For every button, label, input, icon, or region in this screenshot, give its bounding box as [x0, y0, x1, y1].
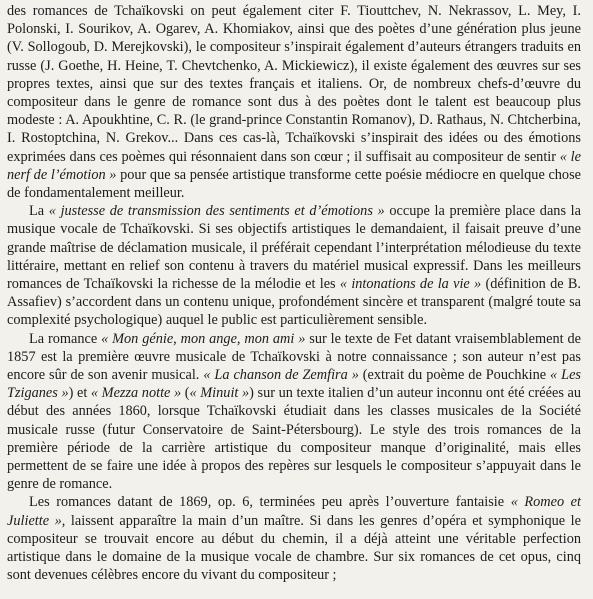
italic-quote: « La chanson de Zemfira » [203, 367, 359, 384]
italic-quote: « Minuit » [189, 385, 250, 402]
text-segment: sur le texte de Fet datant vraisemblablement de 1857 est la première œuvre musicale de Tchaïkovski à notre connaissance ; son auteur n’est pas encore sûr de son avenir musical. [7, 330, 581, 384]
italic-quote: « justesse de transmission des sentiments et d’émotions » [48, 203, 385, 220]
text-segment: ( [181, 385, 190, 402]
text-segment: , laissent apparaître la main d’un maître. Si dans les genres d’opéra et symphonique le compositeur se trouvait encore au début du chemin, il a déjà atteint une véritable perfection artistique dans le domaine de la musique vocale de chambre. Sur six romances de cet opus, cinq sont devenues célèbres encore du vivant du compositeur ; [7, 512, 581, 584]
italic-quote: « Romeo et Juliette » [7, 494, 581, 529]
text-segment: (extrait du poème de Pouchkine [358, 367, 551, 384]
text-segment: pour que sa pensée artistique transforme cette poésie médiocre en quelque chose de fondamentalement meilleur. [7, 166, 581, 202]
body-text [7, 2, 581, 585]
text-segment: ) et [68, 385, 91, 402]
italic-quote: « intonations de la vie » [339, 276, 482, 293]
italic-quote: « Les Tziganes » [7, 367, 581, 402]
text-segment: (définition de B. Assafiev) s’accordent dans un contenu unique, profondément sincère et transparent (malgré toute sa complexité psychologique) auquel le public est particulièrement sensible. [7, 276, 581, 329]
text-segment: ) sur un texte italien d’un auteur inconnu ont été créées au début des années 1860, lorsque Tchaïkovski étudiait dans les classes musicales de la Société musicale russe (futur Conservatoire de Saint-Pétersbourg). Le style des trois romances de la première période de la carrière artistique du compositeur manque d’originalité, mais elles permettent de se faire une idée à propos des repères sur lesquels le compositeur s’appuyait dans le genre de romance. [7, 385, 581, 493]
text-segment: La romance [29, 330, 102, 347]
text-segment: Les romances datant de 1869, op. 6, terminées peu après l’ouverture fantaisie [29, 494, 511, 511]
text-segment: La [29, 203, 49, 220]
italic-quote: « Mon génie, mon ange, mon ami » [101, 330, 306, 347]
italic-quote: « Mezza notte » [90, 385, 182, 402]
paragraph [7, 330, 581, 494]
paragraph [7, 202, 581, 329]
text-segment: des romances de Tchaïkovski on peut également citer F. Tiouttchev, N. Nekrassov, L. Mey, I. Polonski, I. Sourikov, A. Ogarev, A. Khomiakov, ainsi que des poètes d’une génération plus jeune (V. Sollogoub, D. Merejkovski), le compositeur s’inspirait également d’auteurs étrangers traduits en russe (J. Goethe, H. Heine, T. Chevtchenko, A. Mickiewicz), il existe également des œuvres sur ses propres textes, ainsi que sur des textes français et italiens. Or, de nombreux chefs-d’œuvre du compositeur dans le genre de romance sont dus à des poètes dont le talent est beaucoup plus modeste : A. Apoukhtine, C. R. (le grand-prince Constantin Romanov), D. Rathaus, N. Chtcherbina, I. Rostoptchina, N. Grekov... Dans ces cas-là, Tchaïkovski s’inspirait des idées ou des émotions exprimées dans ces poèmes qui résonnaient dans son cœur ; il suffisait au compositeur de sentir [7, 3, 581, 165]
paragraph [7, 2, 581, 202]
paragraph [7, 493, 581, 584]
italic-quote: « le nerf de l’émotion » [7, 148, 581, 183]
text-segment: occupe la première place dans la musique vocale de Tchaïkovski. Si ses objectifs artistiques le demandaient, il faisait preuve d’une grande maîtrise de déclamation musicale, il préférait cependant l’interprétation mélodieuse du texte littéraire, mettant en relief son contenu à travers du matériel musical expressif. Dans les meilleurs romances de Tchaïkovski la richesse de la mélodie et les [7, 203, 582, 293]
